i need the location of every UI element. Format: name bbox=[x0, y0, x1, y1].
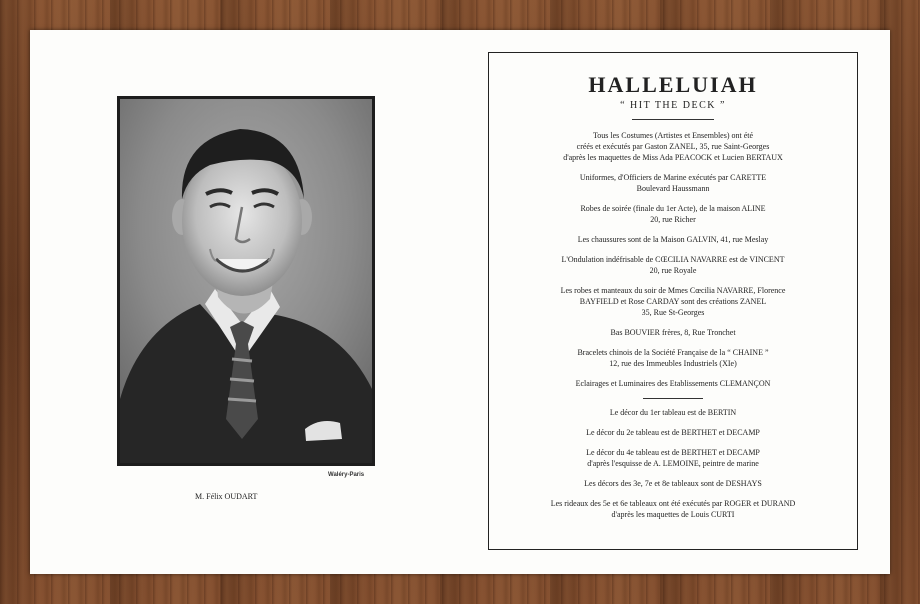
credit-line: Bracelets chinois de la Société Française de la “ CHAINE ” bbox=[577, 348, 769, 357]
show-subtitle: “ HIT THE DECK ” bbox=[620, 100, 726, 111]
credit-line: Les chaussures sont de la Maison GALVIN, 41, rue Meslay bbox=[577, 235, 769, 244]
credit-line: BAYFIELD et Rose CARDAY sont des créations ZANEL bbox=[579, 297, 767, 306]
decor-line: Le décor du 1er tableau est de BERTIN bbox=[609, 408, 737, 417]
decor-line: Le décor du 4e tableau est de BERTHET et DECAMP bbox=[586, 448, 760, 457]
portrait-photo bbox=[117, 96, 375, 466]
decor-tableau-1 bbox=[489, 407, 857, 418]
decor-tableau-2 bbox=[489, 427, 857, 438]
decor-line: d'après les maquettes de Louis CURTI bbox=[611, 510, 735, 519]
credit-shoes bbox=[489, 234, 857, 245]
credit-lighting bbox=[489, 378, 857, 389]
show-title: HALLELUIAH bbox=[588, 72, 758, 97]
credit-robes-manteaux bbox=[489, 285, 857, 318]
credit-line: 20, rue Richer bbox=[650, 215, 696, 224]
credit-line: Uniformes, d'Officiers de Marine exécutés par CARETTE bbox=[579, 173, 767, 182]
credit-line: 12, rue des Immeubles Industriels (XIe) bbox=[609, 359, 737, 368]
credit-line: Tous les Costumes (Artistes et Ensembles) ont été bbox=[592, 131, 754, 140]
credit-costumes bbox=[489, 130, 857, 163]
credit-line: Eclairages et Luminaires des Etablissements CLEMANÇON bbox=[575, 379, 771, 388]
title-divider bbox=[632, 119, 714, 120]
decor-line: Les décors des 3e, 7e et 8e tableaux sont de DESHAYS bbox=[584, 479, 762, 488]
credit-hair bbox=[489, 254, 857, 276]
decor-list bbox=[489, 407, 857, 520]
portrait-caption: M. Félix OUDART bbox=[195, 492, 258, 501]
photo-credit: Waléry-Paris bbox=[328, 472, 365, 478]
credit-uniforms bbox=[489, 172, 857, 194]
credit-line: Boulevard Haussmann bbox=[636, 184, 710, 193]
credit-stockings bbox=[489, 327, 857, 338]
credit-line: créés et exécutés par Gaston ZANEL, 35, rue Saint-Georges bbox=[576, 142, 770, 151]
credit-line: 20, rue Royale bbox=[649, 266, 697, 275]
credit-bracelets bbox=[489, 347, 857, 369]
credit-evening-gowns bbox=[489, 203, 857, 225]
portrait-image bbox=[120, 99, 372, 463]
decor-line: d'après l'esquisse de A. LEMOINE, peintre de marine bbox=[587, 459, 759, 468]
decor-line: Les rideaux des 5e et 6e tableaux ont été exécutés par ROGER et DURAND bbox=[550, 499, 796, 508]
decor-tableau-4 bbox=[489, 447, 857, 469]
credit-line: 35, Rue St-Georges bbox=[641, 308, 705, 317]
credit-line: Robes de soirée (finale du 1er Acte), de la maison ALINE bbox=[580, 204, 766, 213]
decor-line: Le décor du 2e tableau est de BERTHET et DECAMP bbox=[586, 428, 760, 437]
credit-line: L'Ondulation indéfrisable de CŒCILIA NAVARRE est de VINCENT bbox=[561, 255, 785, 264]
credit-line: d'après les maquettes de Miss Ada PEACOCK et Lucien BERTAUX bbox=[563, 153, 783, 162]
decor-divider bbox=[643, 398, 703, 399]
credits-list bbox=[489, 130, 857, 389]
program-page bbox=[30, 30, 890, 574]
credit-line: Les robes et manteaux du soir de Mmes Cœcilia NAVARRE, Florence bbox=[560, 286, 786, 295]
decor-tableaux-3-7-8 bbox=[489, 478, 857, 489]
decor-rideaux bbox=[489, 498, 857, 520]
program-panel bbox=[488, 52, 858, 550]
credit-line: Bas BOUVIER frères, 8, Rue Tronchet bbox=[610, 328, 736, 337]
